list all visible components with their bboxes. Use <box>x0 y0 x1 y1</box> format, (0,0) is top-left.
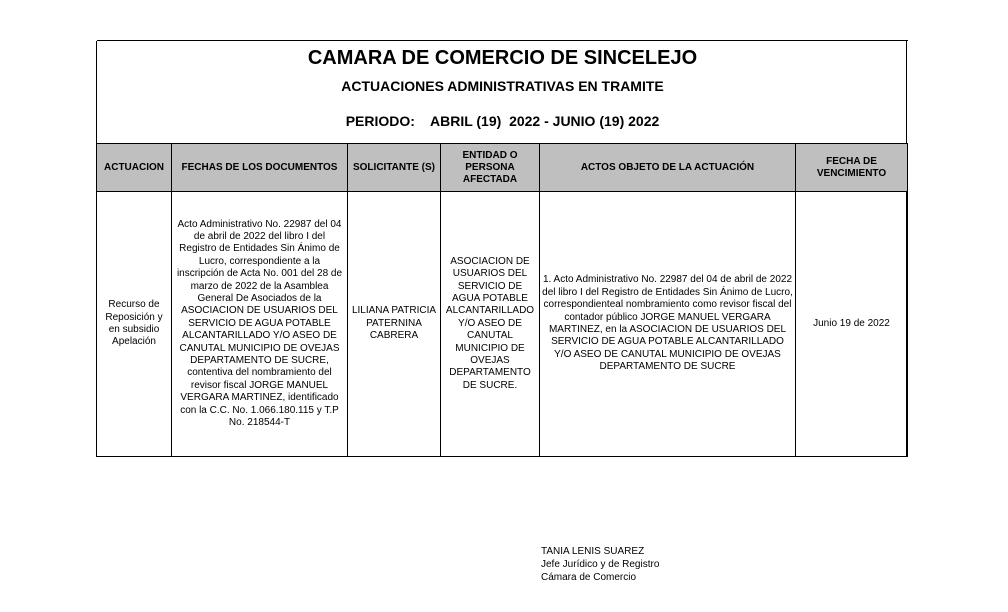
table-row <box>97 192 908 457</box>
header-actos: ACTOS OBJETO DE LA ACTUACIÓN <box>540 144 796 192</box>
cell-actuacion: Recurso de Reposición y en subsidio Apelación <box>97 192 172 457</box>
header-entidad: ENTIDAD O PERSONA AFECTADA <box>441 144 540 192</box>
header-vencimiento: FECHA DE VENCIMIENTO <box>796 144 908 192</box>
signature-block <box>541 545 659 584</box>
table-header-row <box>97 144 908 192</box>
document-subtitle: ACTUACIONES ADMINISTRATIVAS EN TRAMITE <box>341 78 664 94</box>
period-label: PERIODO: ABRIL (19) 2022 - JUNIO (19) 2022 <box>345 113 660 129</box>
cell-actos: 1. Acto Administrativo No. 22987 del 04 de abril de 2022 del libro I del Registro de Entidades Sin Ánimo de Lucro, correspondienteal nombramiento como revisor fiscal del contador público JORGE MANUEL VERGARA MARTINEZ, en la ASOCIACION DE USUARIOS DEL SERVICIO DE AGUA POTABLE ALCANTARILLADO Y/O ASEO DE CANUTAL MUNICIPIO DE OVEJAS DEPARTAMENTO DE SUCRE <box>540 192 796 457</box>
header-solicitante: SOLICITANTE (S) <box>348 144 441 192</box>
actuaciones-table <box>96 143 908 457</box>
signature-name: TANIA LENIS SUAREZ <box>541 546 645 557</box>
top-border <box>97 40 908 41</box>
cell-fechas: Acto Administrativo No. 22987 del 04 de abril de 2022 del libro I del Registro de Entidades Sin Ánimo de Lucro, correspondiente a la inscripción de Acta No. 001 del 28 de marzo de 2022 de la Asamblea General De Asociados de la ASOCIACION DE USUARIOS DEL SERVICIO DE AGUA POTABLE ALCANTARILLADO Y/O ASEO DE CANUTAL MUNICIPIO DE OVEJAS DEPARTAMENTO DE SUCRE, contentiva del nombramiento del revisor fiscal JORGE MANUEL VERGARA MARTINEZ, identificado con la C.C. No. 1.066.180.115 y T.P No. 218544-T <box>172 192 348 457</box>
document-title: CAMARA DE COMERCIO DE SINCELEJO <box>307 47 698 69</box>
cell-entidad: ASOCIACION DE USUARIOS DEL SERVICIO DE AGUA POTABLE ALCANTARILLADO Y/O ASEO DE CANUTAL MUNICIPIO DE OVEJAS DEPARTAMENTO DE SUCRE. <box>441 192 540 457</box>
cell-solicitante: LILIANA PATRICIA PATERNINA CABRERA <box>348 192 441 457</box>
signature-org: Cámara de Comercio <box>541 572 637 583</box>
header-fechas: FECHAS DE LOS DOCUMENTOS <box>172 144 348 192</box>
document-sheet <box>96 41 907 457</box>
cell-vencimiento: Junio 19 de 2022 <box>796 192 908 457</box>
signature-role: Jefe Jurídico y de Registro <box>541 559 660 570</box>
header-actuacion: ACTUACION <box>97 144 172 192</box>
